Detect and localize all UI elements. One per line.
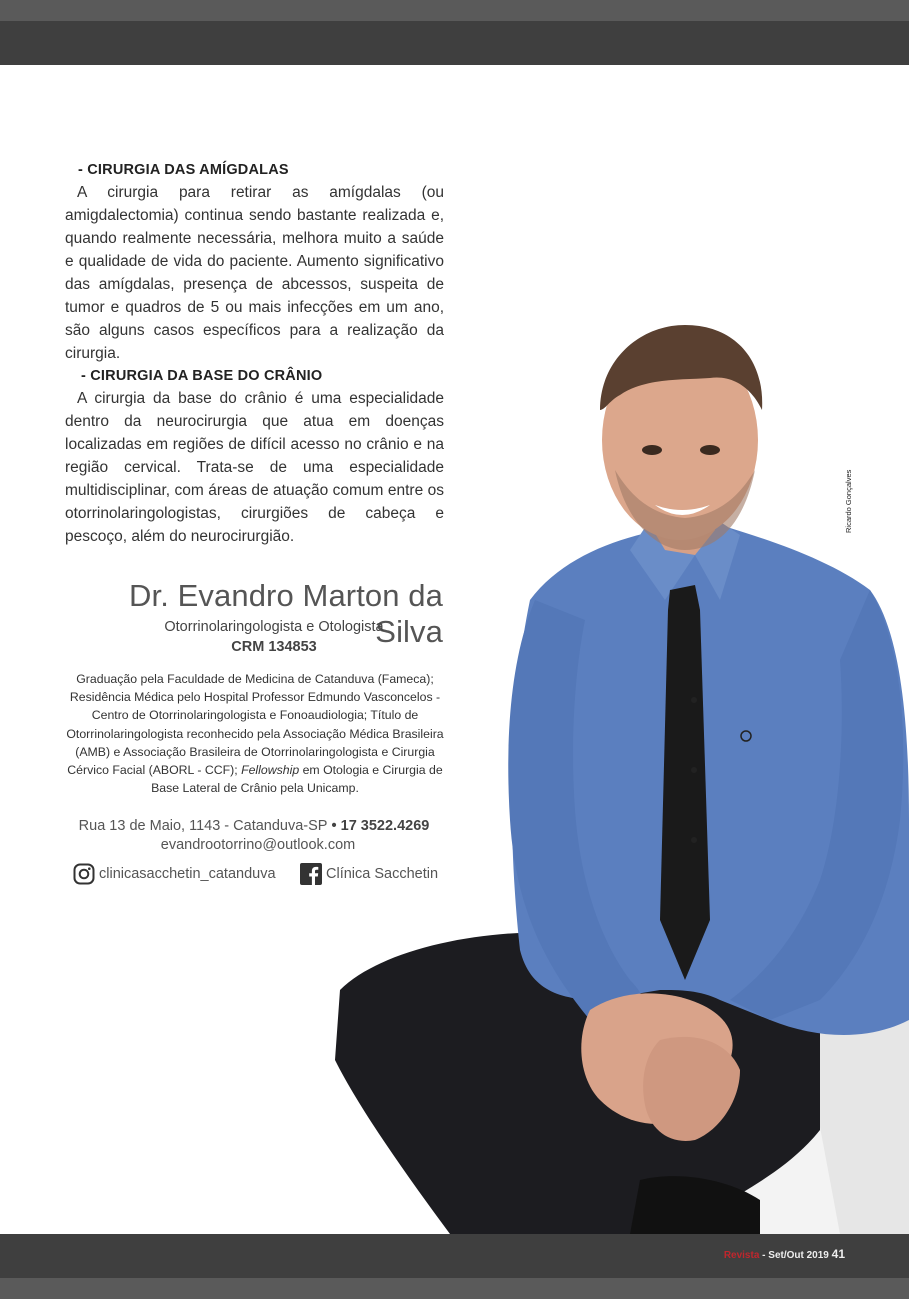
top-bar bbox=[0, 0, 909, 65]
footer-note bbox=[724, 1247, 845, 1261]
facebook-label: Clínica Sacchetin bbox=[326, 866, 439, 882]
doctor-crm: CRM 134853 bbox=[231, 639, 317, 655]
address-line bbox=[65, 818, 443, 834]
address-separator: • bbox=[327, 818, 341, 834]
instagram-handle[interactable] bbox=[73, 863, 276, 885]
footer-date: - Set/Out 2019 bbox=[759, 1250, 832, 1261]
bio-text: Graduação pela Faculdade de Medicina de Catanduva (Fameca); Residência Médica pelo Hospital Professor Edmundo Vasconcelos - Centro de Otorrinolaringologista e Fonoaudiologia; Título de Otorrinolaringologista reconhecido pela Associação Médica Brasileira (AMB) e Associação Brasileira de Otorrinolaringologista e Cirurgia Cérvico Facial (ABORL - CCF); bbox=[66, 672, 444, 778]
email[interactable]: evandrootorrino@outlook.com bbox=[160, 837, 356, 853]
doctor-bio bbox=[65, 670, 445, 797]
photo-credit-text: Ricardo Gonçalves bbox=[844, 469, 853, 533]
section-body: A cirurgia para retirar as amígdalas (ou amigdalectomia) continua sendo bastante realizada e, quando realmente necessária, melhora muito a saúde e qualidade de vida do paciente. Aumento significativo das amígdalas, presença de abcessos, suspeita de tumor e quadros de 5 ou mais infecções em um ano, são alguns casos específicos para a realização da cirurgia. bbox=[65, 184, 444, 362]
address: Rua 13 de Maio, 1143 - Catanduva-SP bbox=[78, 818, 328, 834]
section-title: - CIRURGIA DAS AMÍGDALAS bbox=[78, 162, 289, 178]
photo-credit bbox=[842, 469, 856, 535]
section-tonsils bbox=[65, 162, 444, 365]
section-body: A cirurgia da base do crânio é uma especialidade dentro da neurocirurgia que atua em doenças localizadas em regiões de difícil acesso no crânio e na região cervical. Trata-se de uma especialidade multidisciplinar, com áreas de atuação comum entre os otorrinolaringologistas, cirurgiões de cabeça e pescoço, além do neurocirurgião. bbox=[65, 390, 444, 545]
bio-text-end: em Otologia e Cirurgia de Base Lateral de Crânio pela Unicamp. bbox=[151, 763, 443, 796]
bottom-band bbox=[0, 1278, 909, 1299]
bottom-bar bbox=[0, 1234, 909, 1299]
instagram-icon bbox=[73, 863, 95, 885]
doctor-specialty: Otorrinolaringologista e Otologista bbox=[164, 619, 384, 635]
instagram-label: clinicasacchetin_catanduva bbox=[99, 866, 276, 882]
bio-italic: Fellowship bbox=[241, 763, 300, 778]
doctor-name: Dr. Evandro Marton da Silva bbox=[129, 578, 443, 649]
facebook-handle[interactable] bbox=[300, 863, 438, 885]
footer-brand: Revista bbox=[723, 1250, 760, 1261]
phone: 17 3522.4269 bbox=[340, 818, 430, 834]
top-band bbox=[0, 0, 909, 21]
section-title: - CIRURGIA DA BASE DO CRÂNIO bbox=[81, 368, 323, 384]
section-skull-base bbox=[65, 368, 444, 548]
page-number: 41 bbox=[831, 1247, 845, 1261]
facebook-icon bbox=[300, 863, 322, 885]
